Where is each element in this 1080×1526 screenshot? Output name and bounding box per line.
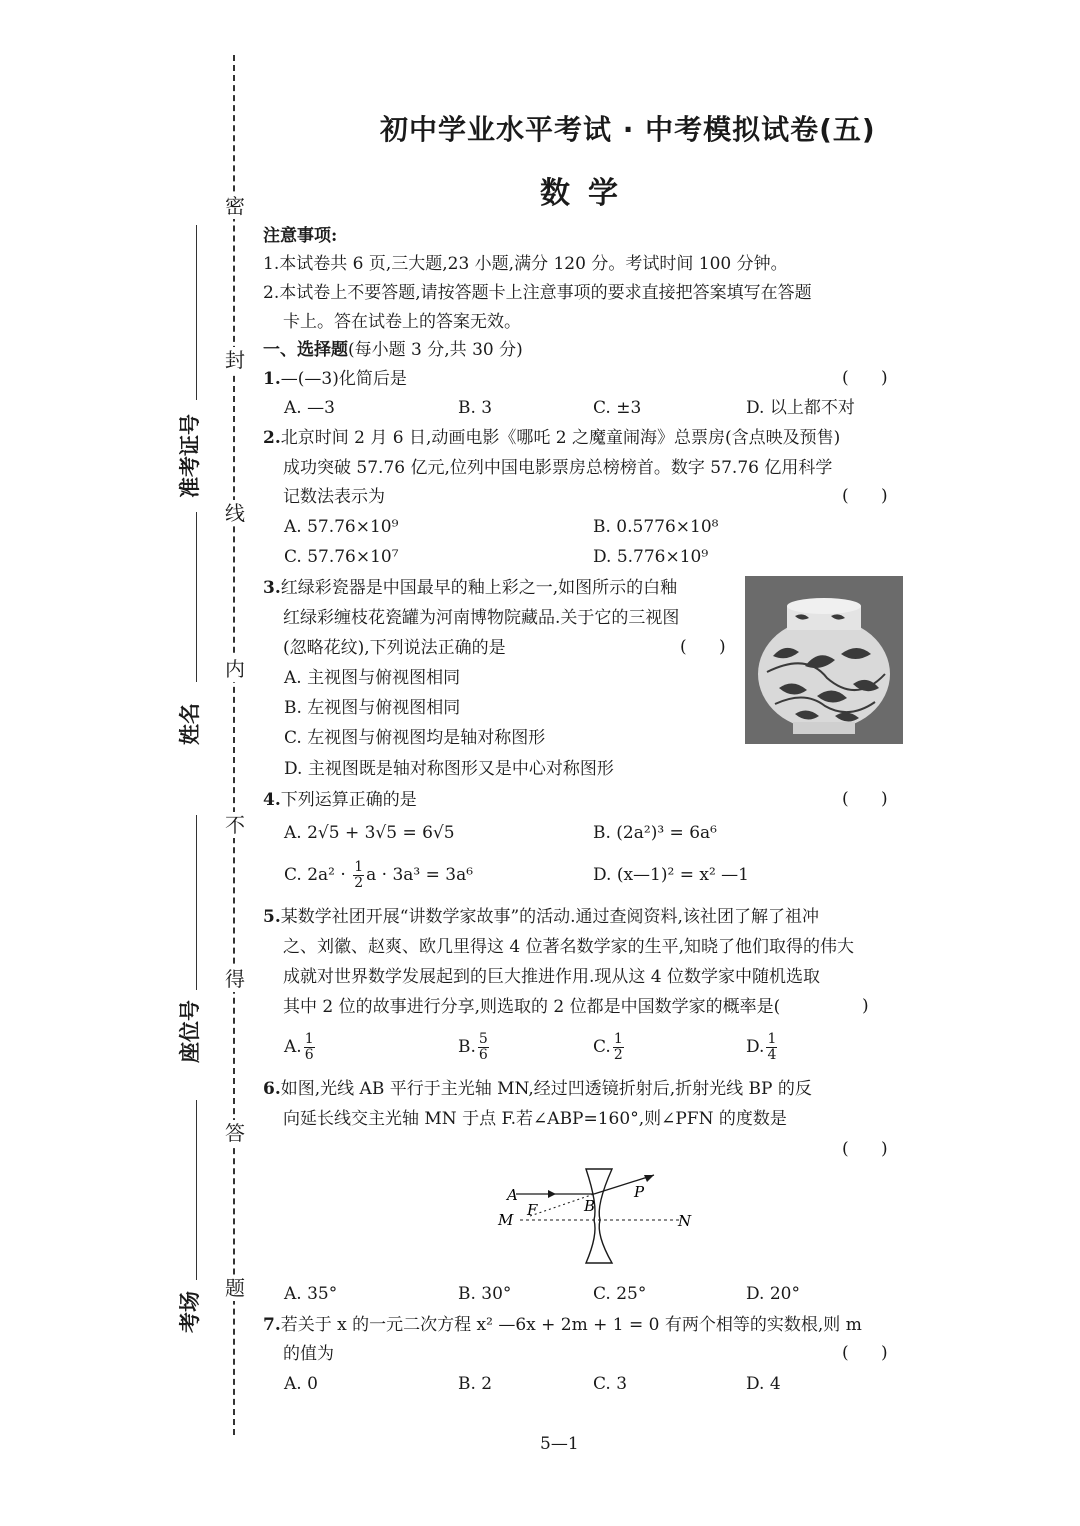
question-5 xyxy=(263,906,819,928)
option-c: C. 25° xyxy=(593,1284,647,1304)
section-heading xyxy=(263,339,523,361)
seal-char: 得 xyxy=(222,966,248,992)
question-number: 4. xyxy=(263,790,281,810)
option-a: A. 2√5 + 3√5 = 6√5 xyxy=(284,823,455,843)
fraction-numerator: 1 xyxy=(304,1031,314,1047)
question-3 xyxy=(263,577,677,599)
option-d: D. 主视图既是轴对称图形又是中心对称图形 xyxy=(284,759,614,779)
option-b: B. (2a²)³ = 6a⁶ xyxy=(593,823,717,843)
question-2 xyxy=(263,427,840,449)
question-text: 若关于 x 的一元二次方程 x² —6x + 2m + 1 = 0 有两个相等的实数根,则 m xyxy=(280,1315,862,1335)
option-c: C. 57.76×10⁷ xyxy=(284,547,399,567)
lens-diagram xyxy=(490,1165,705,1270)
question-text: 向延长线交主光轴 MN 于点 F.若∠ABP=160°,则∠PFN 的度数是 xyxy=(283,1109,787,1129)
option-letter: B. xyxy=(458,1037,476,1057)
option-a: A. 0 xyxy=(284,1374,318,1394)
option-c: C. 3 xyxy=(593,1374,628,1394)
label-n: N xyxy=(678,1212,692,1230)
option-c xyxy=(593,1030,626,1064)
question-text: 红绿彩瓷器是中国最早的釉上彩之一,如图所示的白釉 xyxy=(280,578,678,598)
exam-room-label: 考场 xyxy=(178,1291,202,1333)
seat-number-label: 座位号 xyxy=(178,1000,202,1063)
question-text: 红绿彩缠枝花瓷罐为河南博物院藏品.关于它的三视图 xyxy=(283,608,680,628)
question-number: 3. xyxy=(263,578,281,598)
page-number: 5—1 xyxy=(540,1434,579,1454)
fraction-denominator: 4 xyxy=(767,1047,777,1063)
option-d: D. 以上都不对 xyxy=(746,398,855,418)
seal-char: 不 xyxy=(222,812,248,838)
question-text: 如图,光线 AB 平行于主光轴 MN,经过凹透镜折射后,折射光线 BP 的反 xyxy=(280,1079,812,1099)
notice-item: 2.本试卷上不要答题,请按答题卡上注意事项的要求直接把答案填写在答题 xyxy=(263,283,812,303)
fraction-numerator: 1 xyxy=(354,859,364,875)
answer-paren: ( ) xyxy=(842,1139,888,1159)
option-b: B. 30° xyxy=(458,1284,512,1304)
option-b: B. 左视图与俯视图相同 xyxy=(284,698,461,718)
fraction-denominator: 6 xyxy=(304,1047,314,1063)
seal-char: 答 xyxy=(222,1120,248,1146)
notice-item: 卡上。答在试卷上的答案无效。 xyxy=(283,312,521,332)
option-b xyxy=(458,1030,491,1064)
option-d: D. 4 xyxy=(746,1374,781,1394)
question-1 xyxy=(263,368,407,390)
question-text: 下列运算正确的是 xyxy=(280,790,417,810)
question-text: (忽略花纹),下列说法正确的是 xyxy=(283,638,506,658)
field-line xyxy=(196,512,197,682)
question-7 xyxy=(263,1314,862,1336)
question-text: 北京时间 2 月 6 日,动画电影《哪吒 2 之魔童闹海》总票房(含点映及预售) xyxy=(280,428,841,448)
question-text: 其中 2 位的故事进行分享,则选取的 2 位都是中国数学家的概率是( xyxy=(283,997,781,1017)
subject-title: 数学 xyxy=(540,176,636,211)
arrow-icon xyxy=(644,1175,654,1182)
option-d: D. (x—1)² = x² —1 xyxy=(593,865,749,885)
question-text: 的值为 xyxy=(283,1344,334,1364)
question-number: 1. xyxy=(263,369,281,389)
option-d: D. 20° xyxy=(746,1284,800,1304)
question-number: 5. xyxy=(263,907,281,927)
question-text: 某数学社团开展“讲数学家故事”的活动.通过查阅资料,该社团了解了祖冲 xyxy=(280,907,819,927)
option-c: C. 左视图与俯视图均是轴对称图形 xyxy=(284,728,546,748)
option-c xyxy=(284,860,473,891)
answer-paren: ( ) xyxy=(680,637,726,657)
label-a: A xyxy=(507,1186,518,1204)
label-b: B xyxy=(584,1197,596,1215)
seal-char: 线 xyxy=(222,500,248,526)
field-line xyxy=(196,225,197,400)
answer-paren-close: ) xyxy=(862,996,869,1016)
option-a: A. 主视图与俯视图相同 xyxy=(284,668,461,688)
arrow-icon xyxy=(548,1190,556,1198)
fraction-denominator: 2 xyxy=(354,875,364,891)
option-c-part: C. 2a² · xyxy=(284,865,352,885)
fraction xyxy=(766,1032,777,1063)
option-a: A. —3 xyxy=(284,398,335,418)
fraction xyxy=(478,1032,489,1063)
fraction-numerator: 5 xyxy=(478,1031,488,1047)
seal-dashed-line xyxy=(233,55,235,1435)
option-b: B. 3 xyxy=(458,398,493,418)
fraction xyxy=(353,860,364,891)
option-c-part: a · 3a³ = 3a⁶ xyxy=(366,865,474,885)
option-c: C. ±3 xyxy=(593,398,642,418)
fraction xyxy=(304,1032,315,1063)
question-text: 成功突破 57.76 亿元,位列中国电影票房总榜榜首。数字 57.76 亿用科学 xyxy=(283,458,833,478)
option-b: B. 0.5776×10⁸ xyxy=(593,517,719,537)
question-number: 2. xyxy=(263,428,281,448)
question-text: 成就对世界数学发展起到的巨大推进作用.现从这 4 位数学家中随机选取 xyxy=(283,967,821,987)
question-text: —(—3)化简后是 xyxy=(280,369,407,389)
option-letter: A. xyxy=(284,1037,302,1057)
porcelain-jar-photo xyxy=(745,576,903,744)
question-text: 记数法表示为 xyxy=(283,487,385,507)
question-6 xyxy=(263,1078,812,1100)
answer-paren: ( ) xyxy=(842,368,888,388)
option-d: D. 5.776×10⁹ xyxy=(593,547,709,567)
label-m: M xyxy=(498,1211,514,1229)
question-text: 之、刘徽、赵爽、欧几里得这 4 位著名数学家的生平,知晓了他们取得的伟大 xyxy=(283,937,855,957)
answer-paren: ( ) xyxy=(842,789,888,809)
field-line xyxy=(196,815,197,990)
option-b: B. 2 xyxy=(458,1374,493,1394)
answer-paren: ( ) xyxy=(842,1343,888,1363)
exam-title: 初中学业水平考试 · 中考模拟试卷(五) xyxy=(380,113,876,146)
question-number: 6. xyxy=(263,1079,281,1099)
option-a: A. 57.76×10⁹ xyxy=(284,517,399,537)
option-letter: C. xyxy=(593,1037,611,1057)
option-letter: D. xyxy=(746,1037,765,1057)
seal-char: 内 xyxy=(222,656,248,682)
label-p: P xyxy=(634,1183,645,1201)
concave-lens xyxy=(586,1169,612,1263)
fraction-denominator: 2 xyxy=(613,1047,623,1063)
fraction-numerator: 1 xyxy=(613,1031,623,1047)
fraction xyxy=(613,1032,624,1063)
option-d xyxy=(746,1030,779,1064)
option-a xyxy=(284,1030,317,1064)
label-f: F xyxy=(527,1201,538,1219)
fraction-denominator: 6 xyxy=(478,1047,488,1063)
section-title: 一、选择题 xyxy=(263,340,348,360)
question-number: 7. xyxy=(263,1315,281,1335)
question-4 xyxy=(263,789,417,811)
section-note: (每小题 3 分,共 30 分) xyxy=(348,340,523,360)
exam-id-label: 准考证号 xyxy=(178,414,202,498)
seal-char: 密 xyxy=(222,193,248,219)
notice-item: 1.本试卷共 6 页,三大题,23 小题,满分 120 分。考试时间 100 分钟。 xyxy=(263,254,788,274)
seal-char: 题 xyxy=(222,1275,248,1301)
notice-heading: 注意事项: xyxy=(263,226,338,246)
option-a: A. 35° xyxy=(284,1284,338,1304)
fraction-numerator: 1 xyxy=(767,1031,777,1047)
answer-paren: ( ) xyxy=(842,486,888,506)
name-label: 姓名 xyxy=(178,703,202,745)
field-line xyxy=(196,1100,197,1280)
seal-char: 封 xyxy=(222,347,248,373)
